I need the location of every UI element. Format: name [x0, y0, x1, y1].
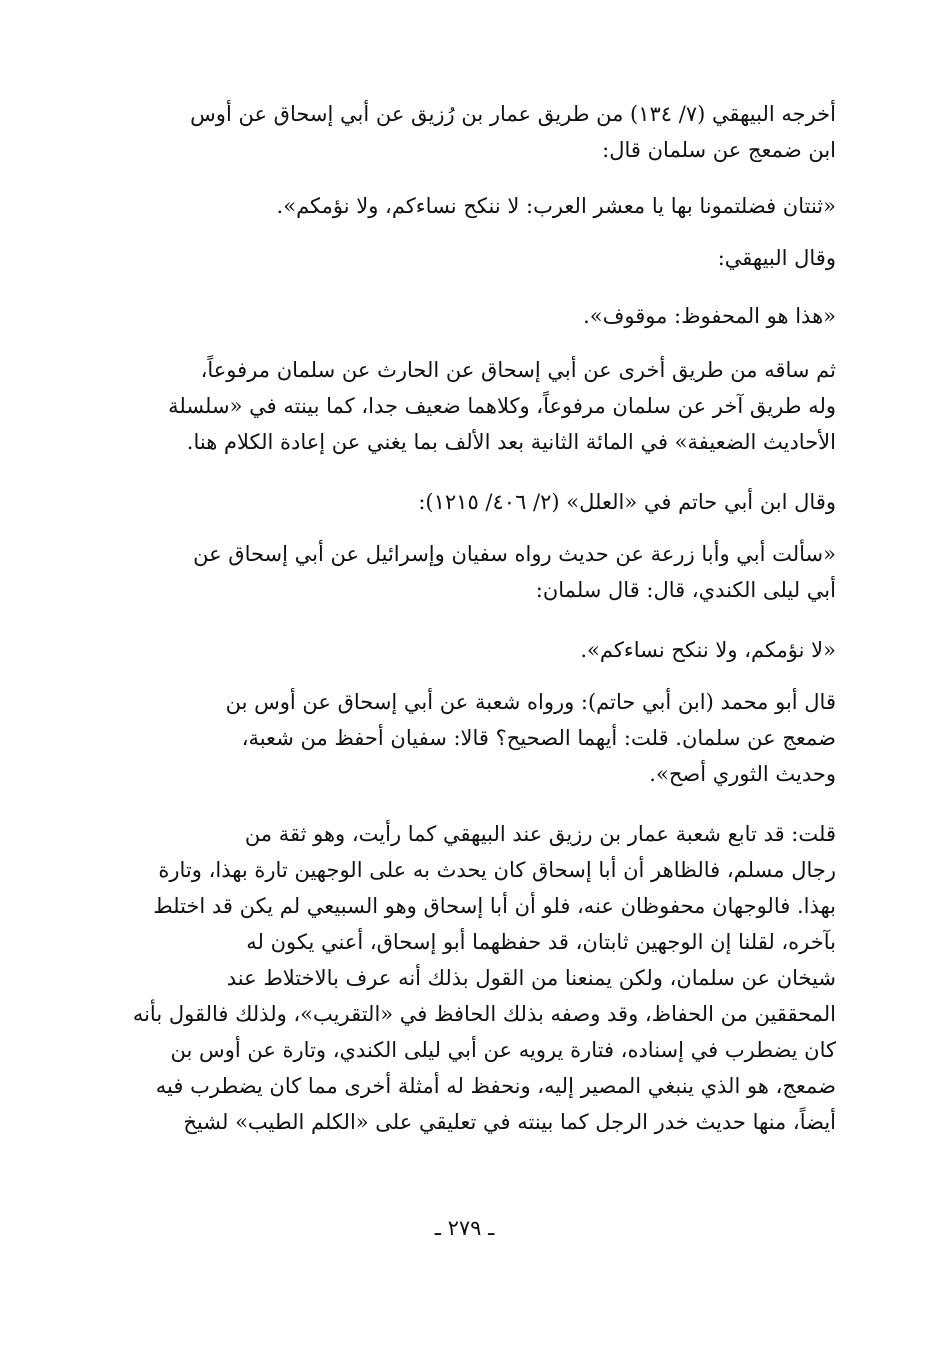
paragraph-ilal-quote [94, 536, 836, 608]
text-line: بآخره، لقلنا إن الوجهين ثابتان، قد حفظهما أبو إسحاق، أعني يكون له [246, 930, 836, 954]
text-line: رجال مسلم، فالظاهر أن أبا إسحاق كان يحدث به على الوجهين تارة بهذا، وتارة [158, 858, 836, 882]
text-line: «سألت أبي وأبا زرعة عن حديث رواه سفيان وإسرائيل عن أبي إسحاق عن [193, 542, 836, 566]
paragraph-bayhaqi-source [94, 96, 836, 168]
text-line: بهذا. فالوجهان محفوظان عنه، فلو أن أبا إسحاق وهو السبيعي لم يكن قد اختلط [153, 894, 836, 918]
paragraph-salman-quote [94, 632, 836, 668]
paragraph-author-commentary [94, 816, 836, 1140]
text-line: أبي ليلى الكندي، قال: قال سلمان: [535, 578, 836, 602]
paragraph-abu-muhammad [94, 684, 836, 792]
page-number: ـ ٢٧٩ ـ [434, 1216, 495, 1240]
text-line: المحققين من الحفاظ، وقد وصفه بذلك الحافظ في «التقريب»، ولذلك فالقول بأنه [132, 1002, 836, 1026]
text-line: قلت: قد تابع شعبة عمار بن رزيق عند البيهقي كما رأيت، وهو ثقة من [244, 822, 836, 846]
text-line: أخرجه البيهقي (٧/ ١٣٤) من طريق عمار بن رُزيق عن أبي إسحاق عن أوس [190, 102, 836, 126]
text-line: ضمعج، هو الذي ينبغي المصير إليه، ونحفظ له أمثلة أخرى مما كان يضطرب فيه [155, 1074, 836, 1098]
text-line: «لا نؤمكم، ولا ننكح نساءكم». [580, 638, 836, 662]
text-line: كان يضطرب في إسناده، فتارة يرويه عن أبي ليلى الكندي، وتارة عن أوس بن [170, 1038, 836, 1062]
text-line: أيضاً، منها حديث خدر الرجل كما بينته في تعليقي على «الكلم الطيب» لشيخ [183, 1110, 836, 1134]
text-line: الأحاديث الضعيفة» في المائة الثانية بعد الألف بما يغني عن إعادة الكلام هنا. [186, 430, 836, 454]
text-line: وحديث الثوري أصح». [649, 762, 836, 786]
text-line: ثم ساقه من طريق أخرى عن أبي إسحاق عن الحارث عن سلمان مرفوعاً، [200, 358, 836, 382]
paragraph-mawquf-quote [94, 298, 836, 334]
text-line: قال أبو محمد (ابن أبي حاتم): ورواه شعبة عن أبي إسحاق عن أوس بن [225, 690, 836, 714]
text-line: شيخان عن سلمان، ولكن يمنعنا من القول بذلك أنه عرف بالاختلاط عند [226, 966, 836, 990]
text-line: ضمعج عن سلمان. قلت: أيهما الصحيح؟ قالا: سفيان أحفظ من شعبة، [241, 726, 836, 750]
paragraph-other-route [94, 352, 836, 460]
paragraph-ibn-abi-hatim [94, 484, 836, 520]
paragraph-hadith-quote [94, 188, 836, 224]
text-line: «هذا هو المحفوظ: موقوف». [583, 304, 836, 328]
text-line: «ثنتان فضلتمونا بها يا معشر العرب: لا ننكح نساءكم، ولا نؤمكم». [276, 194, 836, 218]
text-line: وله طريق آخر عن سلمان مرفوعاً، وكلاهما ضعيف جدا، كما بينته في «سلسلة [168, 394, 836, 418]
paragraph-bayhaqi-said [94, 240, 836, 276]
text-line: ابن ضمعج عن سلمان قال: [602, 138, 836, 162]
text-line: وقال البيهقي: [717, 246, 836, 270]
text-line: وقال ابن أبي حاتم في «العلل» (٢/ ٤٠٦/ ١٢١٥): [418, 490, 836, 514]
